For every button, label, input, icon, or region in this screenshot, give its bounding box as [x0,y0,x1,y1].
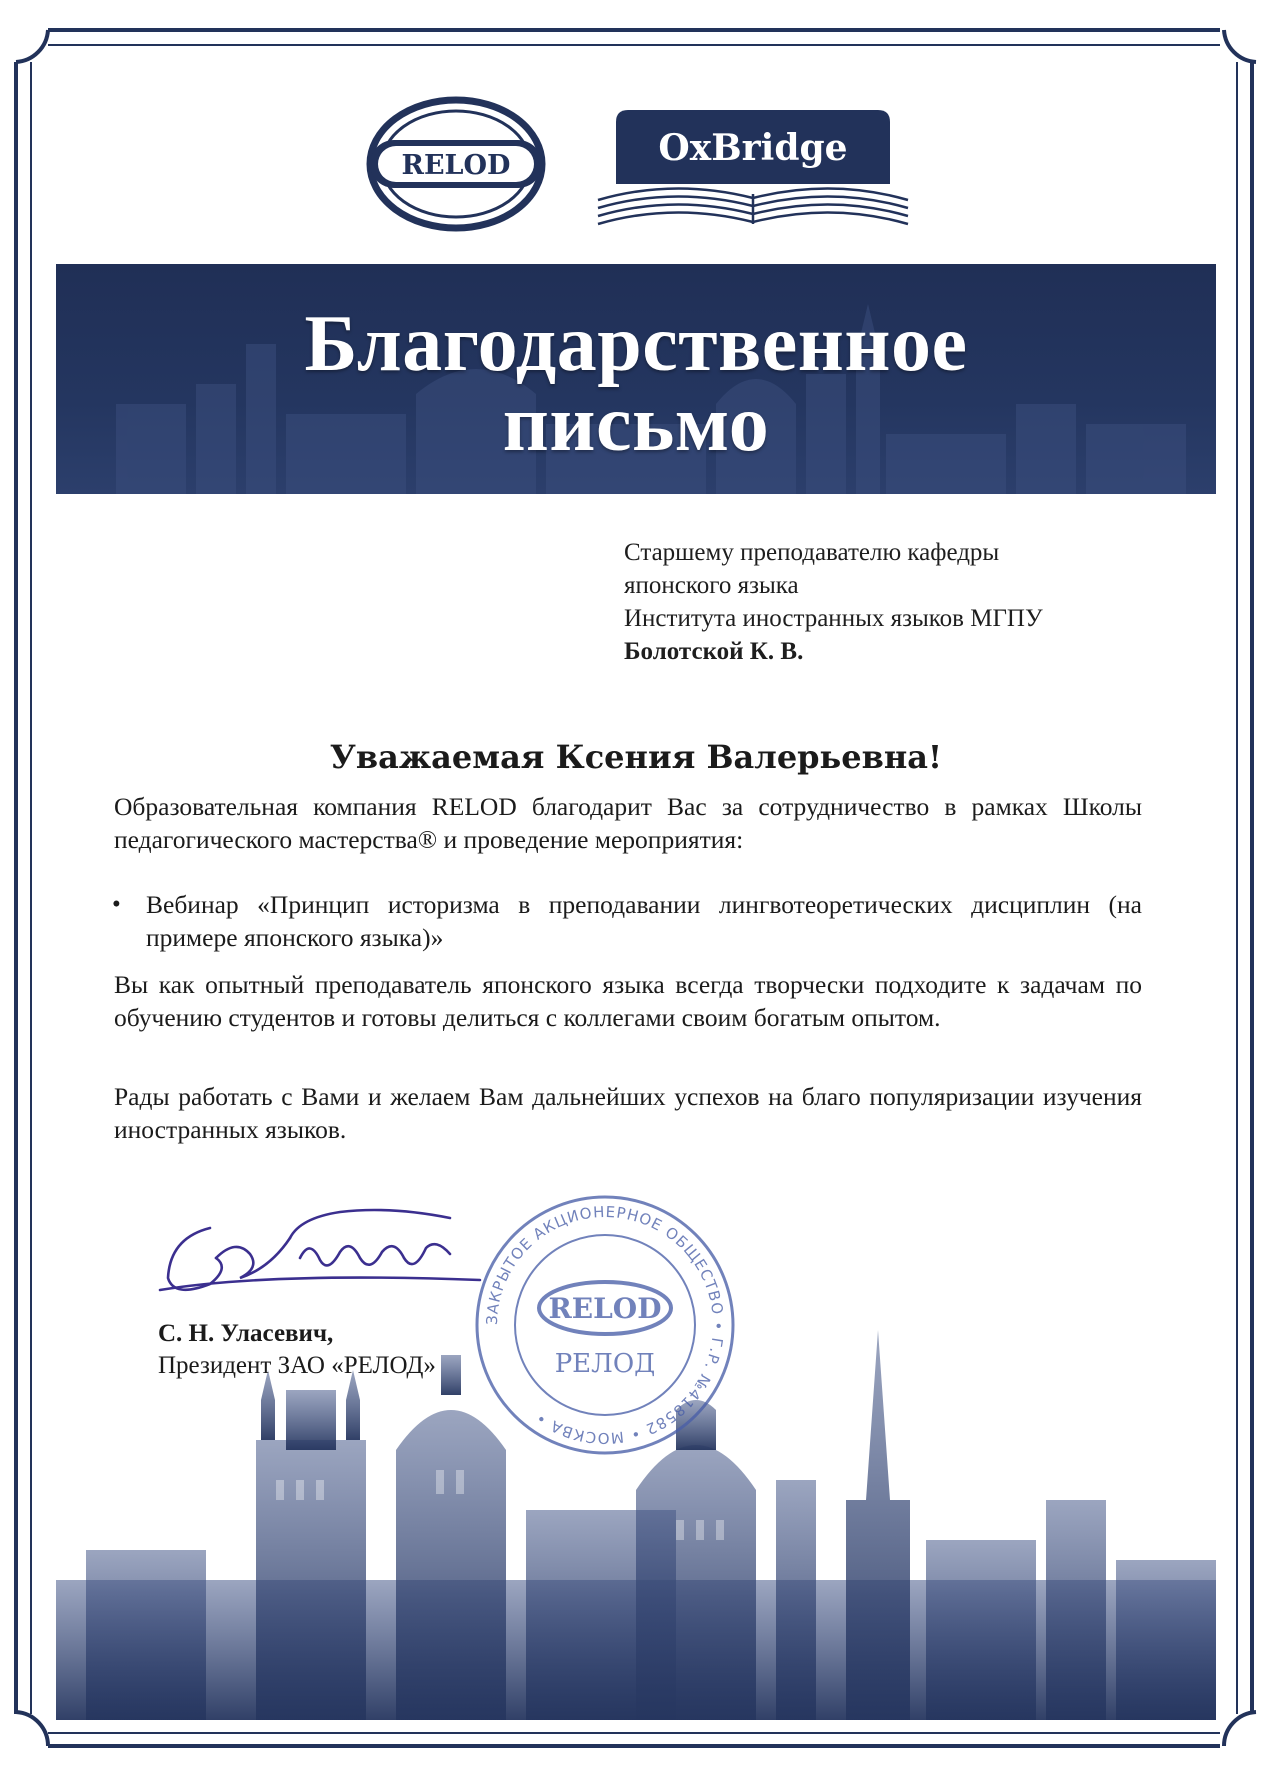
recipient-line: японского языка [624,572,799,599]
handwritten-signature [150,1198,510,1310]
bullet-icon: • [112,891,121,918]
event-text: Вебинар «Принцип историзма в преподавании лингвотеоретических дисциплин (на примере японского языка)» [146,890,1142,952]
stamp-center-text: RELOD [548,1292,662,1325]
body-paragraph: Образовательная компания RELOD благодарит Вас за сотрудничество в рамках Школы педагогического мастерства® и проведение мероприятия: [114,792,1142,854]
recipient-block [624,536,1043,668]
title-line-1: Благодарственное [304,300,968,388]
title-line-2: письмо [502,380,770,468]
signer-name: С. Н. Уласевич, [158,1320,334,1347]
recipient-line: Института иностранных языков МГПУ [624,605,1043,632]
title-banner [56,264,1216,494]
relod-logo [366,96,546,232]
stamp-ring-text: ЗАКРЫТОЕ АКЦИОНЕРНОЕ ОБЩЕСТВО • Г.Р. №418582 • МОСКВА • [482,1202,728,1448]
oxbridge-logo-text: OxBridge [658,127,848,169]
company-stamp [470,1190,740,1460]
stamp-bottom-text: РЕЛОД [554,1349,656,1379]
body-paragraph: Вы как опытный преподаватель японского языка всегда творчески подходите к задачам по обучению студентов и готовы делиться с коллегами своим богатым опытом. [114,970,1142,1032]
salutation: Уважаемая Ксения Валерьевна! [329,738,943,776]
recipient-name: Болотской К. В. [624,638,804,665]
relod-logo-text: RELOD [401,150,511,181]
logo-row [0,96,1272,236]
document-title [56,300,1216,468]
signer-position: Президент ЗАО «РЕЛОД» [158,1352,436,1379]
body-paragraph: Рады работать с Вами и желаем Вам дальнейших успехов на благо популяризации изучения иностранных языков. [114,1082,1142,1144]
oxbridge-logo [594,102,912,232]
recipient-line: Старшему преподавателю кафедры [624,539,1000,566]
signer-block [158,1318,436,1382]
